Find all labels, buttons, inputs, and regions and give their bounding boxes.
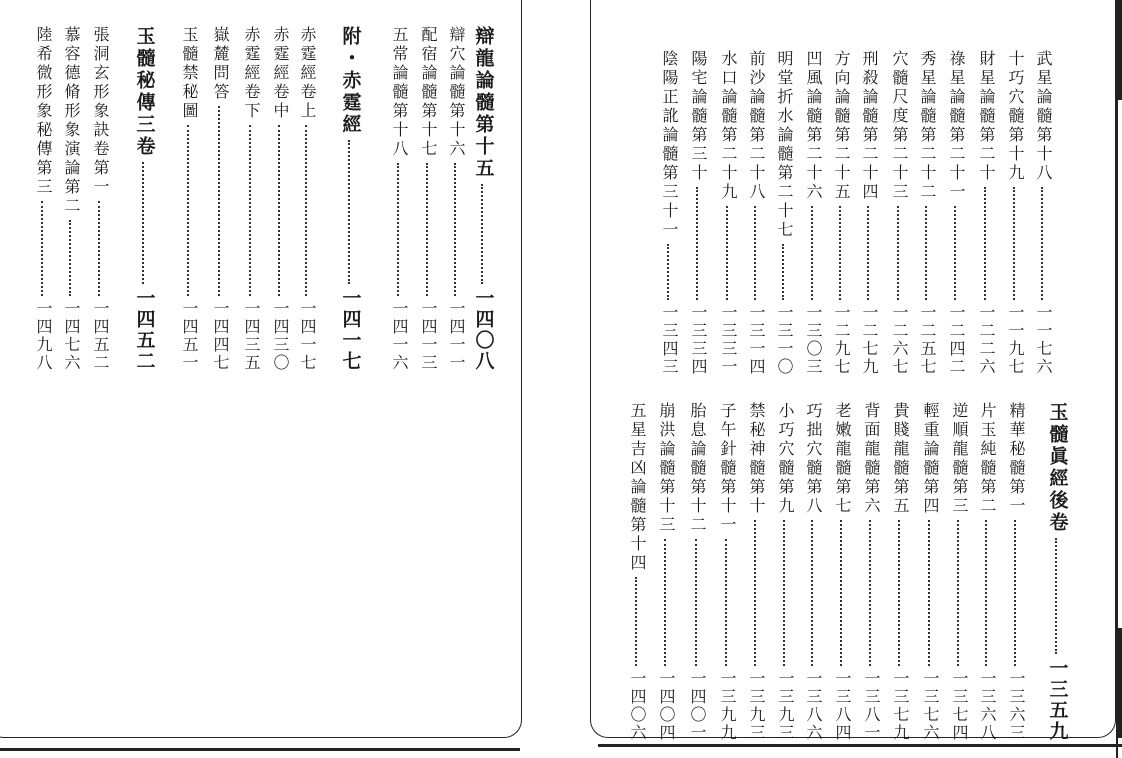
toc-entry xyxy=(240,26,262,372)
toc-entry xyxy=(830,50,852,376)
toc-entry xyxy=(916,50,938,376)
toc-leader-dots xyxy=(305,125,309,296)
right-page-bottom-rule xyxy=(598,744,1122,747)
right-edge-tab-top xyxy=(1118,0,1122,100)
right-edge-tab-bottom xyxy=(1118,628,1122,738)
toc-leader-dots xyxy=(667,244,671,300)
toc-entry-page-number: 一四一七 xyxy=(298,300,317,372)
toc-entry xyxy=(687,50,709,376)
toc-leader-dots xyxy=(98,201,102,296)
toc-entry-page-number: 一二四二 xyxy=(947,304,966,376)
toc-entry-page-number: 一二七九 xyxy=(860,304,879,376)
toc-leader-dots xyxy=(782,244,786,300)
toc-entry-title: 五星吉凶論髓第十四 xyxy=(628,402,647,573)
toc-entry xyxy=(339,26,361,372)
toc-entry xyxy=(1046,402,1068,742)
toc-entry-title: 精華秘髓第一 xyxy=(1007,402,1026,516)
toc-leader-dots xyxy=(664,539,668,666)
toc-leader-dots xyxy=(218,106,222,296)
toc-entry-page-number: 一二二六 xyxy=(977,304,996,376)
toc-entry-page-number: 一三〇三 xyxy=(804,304,823,376)
toc-leader-dots xyxy=(278,125,282,296)
toc-entry-title: 巧拙穴髓第八 xyxy=(804,402,823,516)
toc-leader-dots xyxy=(725,539,729,666)
toc-entry-page-number: 一二六七 xyxy=(890,304,909,376)
toc-leader-dots xyxy=(454,163,458,296)
toc-leader-dots xyxy=(69,220,73,296)
toc-entry-page-number: 一三八四 xyxy=(833,670,852,742)
toc-entry-title: 片玉純髓第二 xyxy=(978,402,997,516)
toc-entry-title: 秀星論髓第二十二 xyxy=(918,50,937,202)
toc-entry-title: 赤霆經卷中 xyxy=(271,26,290,121)
toc-entry xyxy=(269,26,291,372)
toc-entry-title: 赤霆經卷下 xyxy=(242,26,261,121)
toc-entry-title: 穴髓尺度第二十三 xyxy=(890,50,909,202)
toc-entry-page-number: 一三七九 xyxy=(891,670,910,742)
toc-entry xyxy=(1032,50,1054,376)
toc-entry xyxy=(831,402,853,742)
toc-entry xyxy=(716,402,738,742)
toc-leader-dots xyxy=(840,520,844,666)
toc-entry-title: 武星論髓第十八 xyxy=(1034,50,1053,183)
toc-entry-page-number: 一四五一 xyxy=(180,300,199,372)
toc-entry xyxy=(296,26,318,372)
toc-leader-dots xyxy=(925,206,929,300)
toc-entry-title: 子午針髓第十一 xyxy=(718,402,737,535)
toc-entry-page-number: 一三八一 xyxy=(862,670,881,742)
toc-entry-page-number: 一三四三 xyxy=(660,304,679,376)
toc-entry-page-number: 一三一四 xyxy=(747,304,766,376)
toc-leader-dots xyxy=(696,187,700,300)
toc-entry-page-number: 一四五二 xyxy=(91,300,110,372)
toc-entry-title: 崩洪論髓第十三 xyxy=(657,402,676,535)
toc-leader-dots xyxy=(1041,187,1045,300)
toc-leader-dots xyxy=(984,187,988,300)
toc-entry-page-number: 一三一〇 xyxy=(775,304,794,376)
toc-leader-dots xyxy=(481,184,485,284)
toc-entry-page-number: 一四五二 xyxy=(133,288,156,372)
toc-entry xyxy=(919,402,941,742)
toc-entry-page-number: 一二九七 xyxy=(832,304,851,376)
toc-leader-dots xyxy=(897,206,901,300)
toc-entry-page-number: 一三九三 xyxy=(747,670,766,742)
toc-entry-page-number: 一三九九 xyxy=(718,670,737,742)
toc-entry-page-number: 一三五九 xyxy=(1046,658,1069,742)
toc-entry xyxy=(858,50,880,376)
toc-entry-page-number: 一一七六 xyxy=(1034,304,1053,376)
toc-entry-page-number: 一四三五 xyxy=(242,300,261,372)
toc-entry xyxy=(945,50,967,376)
toc-leader-dots xyxy=(726,206,730,300)
toc-entry-page-number: 一四四七 xyxy=(211,300,230,372)
toc-entry xyxy=(802,402,824,742)
toc-leader-dots xyxy=(1055,538,1059,654)
toc-entry-title: 小巧穴髓第九 xyxy=(776,402,795,516)
toc-leader-dots xyxy=(1014,520,1018,666)
toc-entry-title: 陸希微形象秘傳第三 xyxy=(34,26,53,197)
toc-entry-title: 前沙論髓第二十八 xyxy=(747,50,766,202)
toc-entry xyxy=(209,26,231,372)
toc-entry-title: 五常論髓第十八 xyxy=(390,26,409,159)
toc-entry xyxy=(948,402,970,742)
toc-entry xyxy=(774,402,796,742)
toc-leader-dots xyxy=(695,539,699,666)
toc-entry-page-number: 一四九八 xyxy=(34,300,53,372)
toc-entry-page-number: 一三六三 xyxy=(1007,670,1026,742)
toc-entry-page-number: 一三八六 xyxy=(804,670,823,742)
toc-entry xyxy=(655,402,677,742)
toc-entry-title: 張洞玄形象訣卷第一 xyxy=(91,26,110,197)
toc-entry-page-number: 一四七六 xyxy=(62,300,81,372)
toc-entry-page-number: 一三三一 xyxy=(719,304,738,376)
toc-entry-title: 玉髓禁秘圖 xyxy=(180,26,199,121)
toc-entry-title: 配宿論髓第十七 xyxy=(419,26,438,159)
toc-entry-title: 明堂折水論髓第二十七 xyxy=(775,50,794,240)
toc-entry xyxy=(686,402,708,742)
toc-entry-page-number: 一四一三 xyxy=(419,300,438,372)
toc-entry-title: 刑殺論髓第二十四 xyxy=(860,50,879,202)
toc-entry-title: 陽宅論髓第三十 xyxy=(689,50,708,183)
toc-entry-title: 方向論髓第二十五 xyxy=(832,50,851,202)
toc-leader-dots xyxy=(869,520,873,666)
toc-entry-title: 慕容德脩形象演論第二 xyxy=(62,26,81,216)
toc-entry-page-number: 一二五七 xyxy=(918,304,937,376)
toc-entry-title: 辯龍論髓第十五 xyxy=(472,26,495,180)
toc-entry-page-number: 一四〇一 xyxy=(688,670,707,742)
toc-entry xyxy=(445,26,467,372)
toc-entry-title: 背面龍髓第六 xyxy=(862,402,881,516)
toc-entry xyxy=(860,402,882,742)
toc-entry-title: 禁秘神髓第十 xyxy=(747,402,766,516)
toc-entry-title: 老嫩龍髓第七 xyxy=(833,402,852,516)
toc-entry-title: 附・赤霆經 xyxy=(339,26,362,136)
toc-entry-page-number: 一四三〇 xyxy=(271,300,290,372)
toc-entry-title: 玉髓秘傳三卷 xyxy=(133,26,156,158)
toc-leader-dots xyxy=(142,162,146,284)
toc-entry-title: 赤霆經卷上 xyxy=(298,26,317,121)
toc-leader-dots xyxy=(957,520,961,666)
toc-leader-dots xyxy=(397,163,401,296)
toc-entry-page-number: 一三七四 xyxy=(950,670,969,742)
toc-entry-title: 祿星論髓第二十一 xyxy=(947,50,966,202)
toc-leader-dots xyxy=(783,520,787,666)
toc-entry-title: 水口論髓第二十九 xyxy=(719,50,738,202)
toc-entry xyxy=(745,402,767,742)
toc-entry xyxy=(802,50,824,376)
toc-entry xyxy=(658,50,680,376)
toc-entry-title: 玉髓眞經後卷 xyxy=(1046,402,1069,534)
toc-entry-title: 胎息論髓第十二 xyxy=(688,402,707,535)
toc-entry xyxy=(178,26,200,372)
toc-entry-title: 辯穴論髓第十六 xyxy=(447,26,466,159)
toc-leader-dots xyxy=(348,140,352,284)
toc-entry xyxy=(976,402,998,742)
toc-entry xyxy=(472,26,494,372)
toc-entry xyxy=(60,26,82,372)
toc-entry-page-number: 一四〇八 xyxy=(472,288,495,372)
toc-entry-page-number: 一三七六 xyxy=(921,670,940,742)
toc-entry xyxy=(888,50,910,376)
toc-leader-dots xyxy=(811,206,815,300)
toc-leader-dots xyxy=(839,206,843,300)
toc-entry xyxy=(745,50,767,376)
toc-leader-dots xyxy=(898,520,902,666)
toc-leader-dots xyxy=(954,206,958,300)
toc-entry-page-number: 一四一七 xyxy=(339,288,362,372)
toc-leader-dots xyxy=(1013,187,1017,300)
toc-entry xyxy=(1004,50,1026,376)
toc-entry-title: 輕重論髓第四 xyxy=(921,402,940,516)
toc-leader-dots xyxy=(867,206,871,300)
toc-entry-title: 嶽麓問答 xyxy=(211,26,230,102)
left-page-bottom-rule xyxy=(0,748,520,751)
toc-leader-dots xyxy=(811,520,815,666)
toc-entry xyxy=(32,26,54,372)
toc-entry-page-number: 一三三四 xyxy=(689,304,708,376)
toc-leader-dots xyxy=(928,520,932,666)
toc-entry-title: 凹風論髓第二十六 xyxy=(804,50,823,202)
toc-entry xyxy=(417,26,439,372)
toc-leader-dots xyxy=(249,125,253,296)
toc-entry xyxy=(717,50,739,376)
toc-entry-title: 陰陽正訛論髓第三十一 xyxy=(660,50,679,240)
toc-entry-page-number: 一四一一 xyxy=(447,300,466,372)
toc-leader-dots xyxy=(426,163,430,296)
toc-leader-dots xyxy=(187,125,191,296)
toc-leader-dots xyxy=(41,201,45,296)
toc-entry xyxy=(626,402,648,742)
toc-entry xyxy=(975,50,997,376)
toc-entry-page-number: 一三六八 xyxy=(978,670,997,742)
toc-leader-dots xyxy=(754,520,758,666)
toc-leader-dots xyxy=(635,577,639,666)
toc-leader-dots xyxy=(985,520,989,666)
toc-entry-title: 貴賤龍髓第五 xyxy=(891,402,910,516)
toc-entry-page-number: 一四〇四 xyxy=(657,670,676,742)
toc-entry-title: 財星論髓第二十 xyxy=(977,50,996,183)
toc-entry-page-number: 一一九七 xyxy=(1006,304,1025,376)
toc-entry xyxy=(133,26,155,372)
toc-entry xyxy=(388,26,410,372)
toc-entry-title: 十巧穴髓第十九 xyxy=(1006,50,1025,183)
toc-entry-page-number: 一三九三 xyxy=(776,670,795,742)
toc-entry xyxy=(89,26,111,372)
toc-entry xyxy=(889,402,911,742)
toc-leader-dots xyxy=(754,206,758,300)
toc-entry-title: 逆順龍髓第三 xyxy=(950,402,969,516)
toc-entry xyxy=(773,50,795,376)
toc-entry-page-number: 一四〇六 xyxy=(628,670,647,742)
toc-entry xyxy=(1005,402,1027,742)
toc-entry-page-number: 一四一六 xyxy=(390,300,409,372)
